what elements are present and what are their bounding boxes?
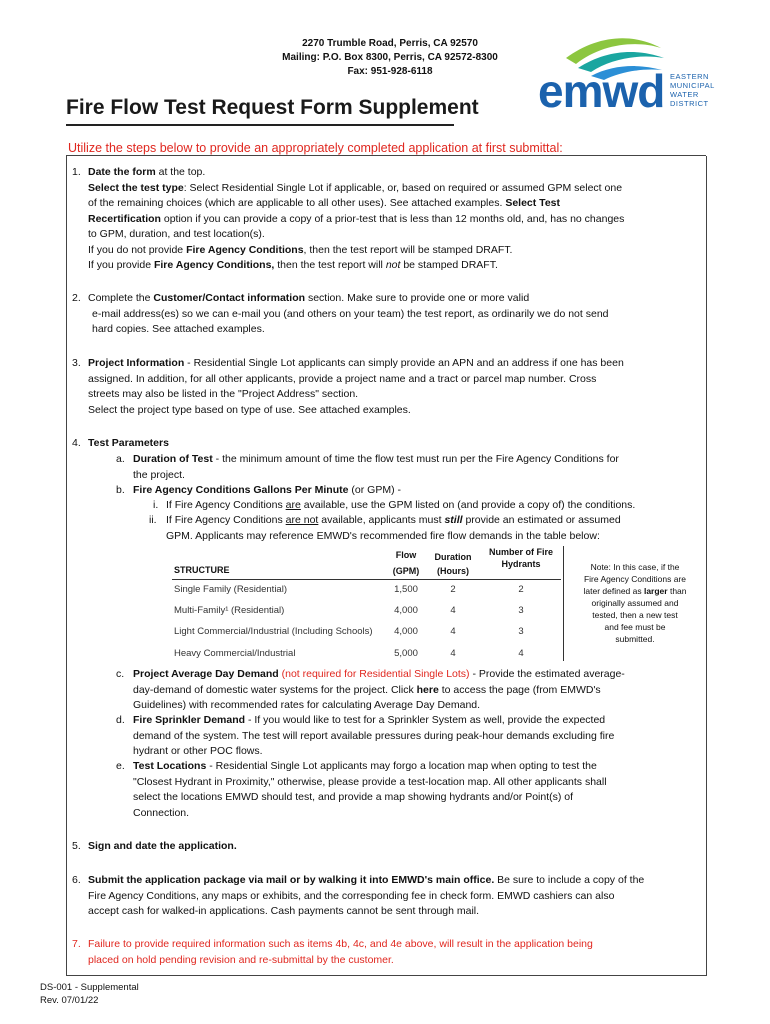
table-header-hydrants: Number of Fire Hydrants <box>488 547 553 569</box>
step-2-line: Complete the Customer/Contact information section. Make sure to provide one or more valid <box>88 292 530 304</box>
step-2-line: hard copies. See attached examples. <box>92 323 265 335</box>
table-header-rule <box>172 579 561 580</box>
step-2-line: e-mail address(es) so we can e-mail you (and others on your team) the test report, as ordinarily we do not send <box>92 307 609 320</box>
step-3-line: Select the project type based on type of use. See attached examples. <box>88 403 411 416</box>
table-cell-hydrants: 3 <box>518 626 524 637</box>
table-cell-hydrants: 4 <box>518 648 524 659</box>
table-cell-duration: 4 <box>450 648 456 659</box>
logo-line: MUNICIPAL <box>670 81 715 90</box>
table-header-flow: Flow (GPM) <box>392 550 420 576</box>
title-underline <box>66 124 454 126</box>
intro-text: Utilize the steps below to provide an appropriately completed application at first submittal: <box>68 141 563 155</box>
table-note: Note: In this case, if the Fire Agency Conditions are later defined as larger than originally assumed and tested, then a new test and fee must be submitted. <box>583 562 687 644</box>
step-4a: Duration of Test - the minimum amount of time the flow test must run per the Fire Agency Conditions for the project. <box>133 453 619 481</box>
table-cell-hydrants: 3 <box>518 605 524 616</box>
step-7: Failure to provide required information such as items 4b, 4c, and 4e above, will result in the application being placed on hold pending revision and re-submittal by the customer. <box>88 938 593 966</box>
footer-form-id: DS-001 - Supplemental <box>40 982 139 993</box>
step-1-line: to GPM, duration, and test location(s). <box>88 228 265 240</box>
step-5: Sign and date the application. <box>88 840 237 852</box>
logo-district-name <box>670 72 715 108</box>
step-4c: Project Average Day Demand (not required for Residential Single Lots) - Provide the estimated average- day-demand of domestic water systems for the project. Click here to access the page (from EMWD's Guidelines) with recommended rates for calculating Average Day Demand. <box>133 668 625 711</box>
table-divider <box>563 546 564 661</box>
logo-wordmark: emwd <box>538 65 665 117</box>
step-4e-label: e. <box>116 760 125 772</box>
step-1-line: Recertification option if you can provide a copy of a prior-test that is less than 12 months old, and, has no changes <box>88 212 625 225</box>
step-4b-ii: If Fire Agency Conditions are not available, applicants must still provide an estimated or assumed GPM. Applicants may reference EMWD's recommended fire flow demands in the table below: <box>166 514 621 542</box>
table-cell-duration: 4 <box>450 605 456 616</box>
table-header-structure: STRUCTURE <box>174 565 230 575</box>
logo-line: EASTERN <box>670 72 709 81</box>
step-4b: Fire Agency Conditions Gallons Per Minute (or GPM) - <box>133 484 401 496</box>
step-3 <box>88 356 624 418</box>
step-4-number: 4. <box>72 437 81 449</box>
step-1-line: Select the test type: Select Residential Single Lot if applicable, or, based on required or assumed GPM select one <box>88 181 623 194</box>
table-cell-structure: Single Family (Residential) <box>174 584 287 595</box>
step-4b-i-label: i. <box>153 499 159 511</box>
table-cell-flow: 4,000 <box>394 626 418 637</box>
step-5-number: 5. <box>72 840 81 852</box>
step-7-number: 7. <box>72 938 81 950</box>
step-4b-i: If Fire Agency Conditions are available, use the GPM listed on (and provide a copy of) the conditions. <box>166 499 636 511</box>
step-4b-label: b. <box>116 484 125 496</box>
step-4-heading: Test Parameters <box>88 437 169 449</box>
header-mailing: Mailing: P.O. Box 8300, Perris, CA 92572-8300 <box>282 52 498 63</box>
step-4a-label: a. <box>116 453 125 465</box>
step-1-line: If you provide Fire Agency Conditions, then the test report will not be stamped DRAFT. <box>88 259 498 271</box>
step-1-line: Date the form at the top. <box>88 166 206 178</box>
step-2 <box>88 291 609 338</box>
emwd-logo <box>536 28 761 118</box>
step-1-line: If you do not provide Fire Agency Conditions, then the test report will be stamped DRAFT. <box>88 243 513 256</box>
step-1 <box>88 165 624 274</box>
logo-line: DISTRICT <box>670 99 709 108</box>
step-3-line: streets may also be listed in the "Project Address" section. <box>88 388 359 400</box>
table-cell-duration: 4 <box>450 626 456 637</box>
step-4c-label: c. <box>116 668 125 680</box>
step-1-number: 1. <box>72 166 81 178</box>
footer-revision: Rev. 07/01/22 <box>40 995 99 1006</box>
step-1-line: of the remaining choices (which are applicable to all other uses). See attached examples. Select Test <box>88 197 560 209</box>
logo-line: WATER <box>670 90 699 99</box>
table-cell-structure: Light Commercial/Industrial (Including Schools) <box>174 626 373 637</box>
table-cell-flow: 5,000 <box>394 648 418 659</box>
step-6-number: 6. <box>72 874 81 886</box>
table-cell-flow: 4,000 <box>394 605 418 616</box>
header-address-block <box>250 37 530 79</box>
step-4e: Test Locations - Residential Single Lot applicants may forgo a location map when opting to test the "Closest Hydrant in Proximity," otherwise, please provide a test-location map. All other applicants shall select the locations EMWD should test, and provide a map showing hydrants and/or Point(s) of Connection. <box>133 760 607 819</box>
step-6: Submit the application package via mail or by walking it into EMWD's main office. Be sure to include a copy of the Fire Agency Conditions, any maps or exhibits, and the corresponding fee in check form. EMWD cashiers can also accept cash for walked-in applications. Cash payments cannot be sent through mail. <box>88 874 645 917</box>
step-2-number: 2. <box>72 292 81 304</box>
header-address: 2270 Trumble Road, Perris, CA 92570 <box>302 38 478 49</box>
header-fax: Fax: 951-928-6118 <box>347 66 433 77</box>
step-4b-ii-label: ii. <box>149 514 157 526</box>
step-3-line: assigned. In addition, for all other applicants, provide a project name and a tract or parcel map number. Cross <box>88 372 597 385</box>
table-cell-structure: Multi-Family¹ (Residential) <box>174 605 285 616</box>
step-4d: Fire Sprinkler Demand - If you would like to test for a Sprinkler System as well, provide the expected demand of the system. The test will report available pressures during peak-hour demands excluding fire hydrant or other POC flows. <box>133 714 615 757</box>
step-3-line: Project Information - Residential Single Lot applicants can simply provide an APN and an address if one has been <box>88 357 624 369</box>
table-cell-flow: 1,500 <box>394 584 418 595</box>
step-3-number: 3. <box>72 357 81 369</box>
table-header-duration: Duration (Hours) <box>434 552 472 576</box>
step-4d-label: d. <box>116 714 125 726</box>
table-cell-structure: Heavy Commercial/Industrial <box>174 648 296 659</box>
guidelines-link[interactable]: here <box>416 683 439 696</box>
table-cell-hydrants: 2 <box>518 584 524 595</box>
table-cell-duration: 2 <box>450 584 456 595</box>
page-title: Fire Flow Test Request Form Supplement <box>66 96 479 119</box>
